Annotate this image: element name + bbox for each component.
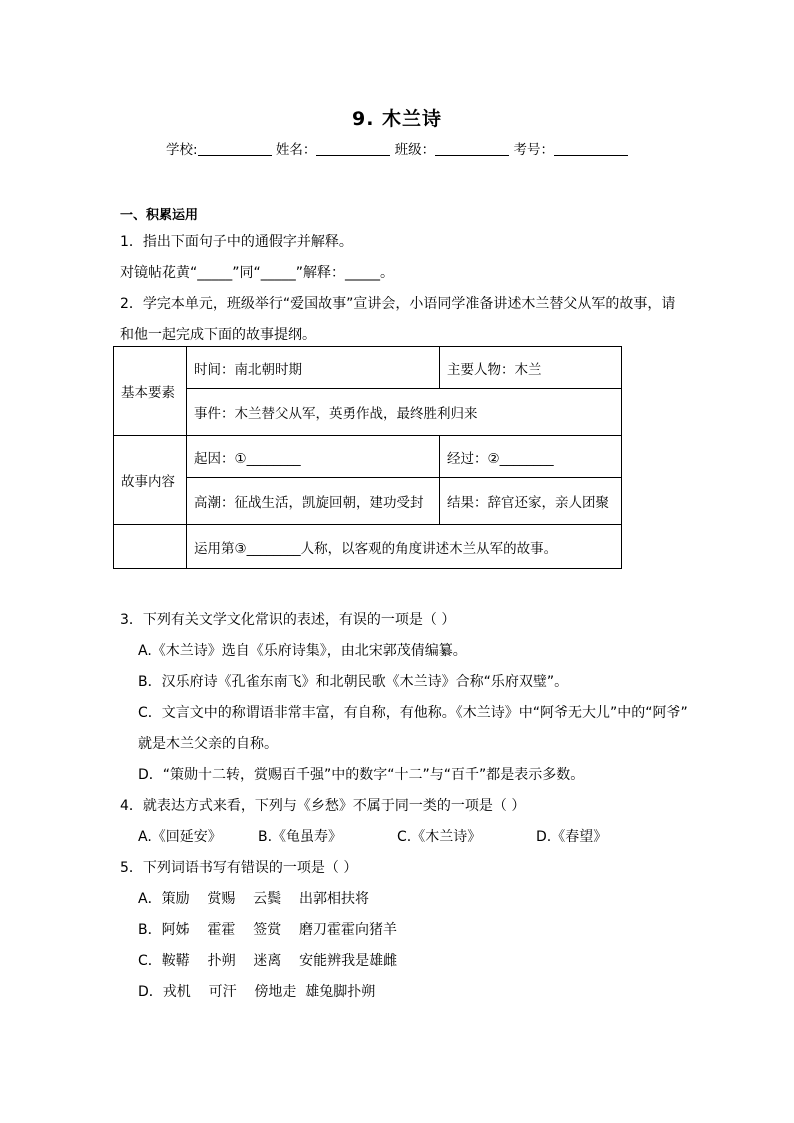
- story-content-label: 故事内容: [114, 436, 187, 525]
- story-outline-table: [113, 346, 622, 569]
- question-3-option-c-cont: 就是木兰父亲的自称。: [138, 736, 278, 752]
- question-3-option-a[interactable]: A.《木兰诗》选自《乐府诗集》，由北宋郭茂倩编纂。: [138, 643, 467, 659]
- question-5-option-b[interactable]: B．阿姊 霍霍 签赏 磨刀霍霍向猪羊: [138, 922, 398, 938]
- question-5-option-c[interactable]: C．鞍鞯 扑朔 迷离 安能辨我是雄雌: [138, 953, 398, 969]
- name-label: 姓名：: [275, 142, 317, 158]
- question-1-stem: 1．指出下面句子中的通假字并解释。: [120, 234, 353, 250]
- question-5-option-a[interactable]: A．策励 赏赐 云鬓 出郭相扶将: [138, 891, 369, 907]
- class-label: 班级：: [394, 142, 436, 158]
- empty-label-cell: [114, 525, 187, 569]
- question-4-option-a[interactable]: A.《回延安》: [138, 829, 222, 845]
- question-4-stem: 4．就表达方式来看，下列与《乡愁》不属于同一类的一项是（ ）: [120, 798, 526, 814]
- result-cell: 结果：辞官还家，亲人团聚: [440, 478, 622, 525]
- time-cell: 时间：南北朝时期: [187, 347, 440, 389]
- class-blank[interactable]: [435, 141, 509, 156]
- question-2-stem-line2: 和他一起完成下面的故事提纲。: [120, 327, 316, 343]
- question-3-stem: 3．下列有关文学文化常识的表述，有误的一项是（ ）: [120, 612, 456, 628]
- question-2-stem-line1: 2．学完本单元，班级举行“爱国故事”宣讲会，小语同学准备讲述木兰替父从军的故事，请: [120, 296, 676, 312]
- exam-no-label: 考号：: [513, 142, 554, 158]
- question-4-option-c[interactable]: C.《木兰诗》: [397, 829, 482, 845]
- cause-cell[interactable]: 起因：①________: [187, 436, 440, 478]
- event-cell: 事件：木兰替父从军，英勇作战，最终胜利归来: [187, 389, 622, 436]
- section-heading: 一、积累运用: [120, 208, 199, 223]
- page-title: 9. 木兰诗: [351, 108, 443, 130]
- student-info-line: [0, 138, 794, 158]
- school-blank[interactable]: [198, 141, 272, 156]
- name-blank[interactable]: [316, 141, 390, 156]
- climax-cell: 高潮：征战生活，凯旋回朝，建功受封: [187, 478, 440, 525]
- question-5-option-d[interactable]: D．戎机 可汗 傍地走 雄兔脚扑朔: [138, 984, 376, 1000]
- process-cell[interactable]: 经过：②________: [440, 436, 622, 478]
- question-1-line: 对镜帖花黄“_____”同“_____”解释：_____。: [120, 265, 395, 281]
- basic-elements-label: 基本要素: [114, 347, 187, 436]
- question-3-option-b[interactable]: B．汉乐府诗《孔雀东南飞》和北朝民歌《木兰诗》合称“乐府双璧”。: [138, 674, 569, 690]
- school-label: 学校:: [166, 142, 198, 158]
- question-3-option-c[interactable]: C．文言文中的称谓语非常丰富，有自称，有他称。《木兰诗》中“阿爷无大儿”中的“阿爷”: [138, 705, 688, 721]
- question-4-option-b[interactable]: B.《龟虽寿》: [258, 829, 343, 845]
- question-5-stem: 5．下列词语书写有错误的一项是（ ）: [120, 860, 358, 876]
- question-3-option-d[interactable]: D．“策勋十二转，赏赐百千强”中的数字“十二”与“百千”都是表示多数。: [138, 767, 585, 783]
- exam-no-blank[interactable]: [554, 141, 628, 156]
- question-4-option-d[interactable]: D.《春望》: [536, 829, 608, 845]
- main-person-cell: 主要人物：木兰: [440, 347, 622, 389]
- person-view-cell[interactable]: 运用第③________人称，以客观的角度讲述木兰从军的故事。: [187, 525, 622, 569]
